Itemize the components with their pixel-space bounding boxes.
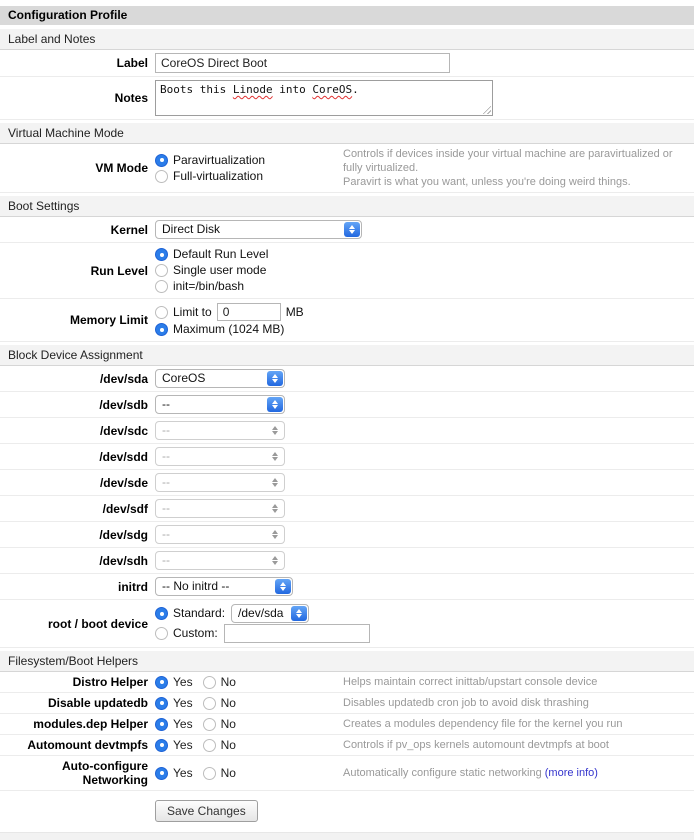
no-label: No bbox=[220, 766, 236, 780]
modules-dep-no-radio[interactable] bbox=[203, 718, 216, 731]
form-row-auto-configure-networking bbox=[0, 756, 694, 791]
notes-text: into bbox=[272, 83, 313, 96]
initrd-label: initrd bbox=[118, 579, 148, 594]
kernel-select[interactable] bbox=[155, 220, 362, 239]
form-row-initrd bbox=[0, 574, 694, 600]
automount-devtmpfs-yes-radio[interactable] bbox=[155, 739, 168, 752]
initrd-select-value: -- No initrd -- bbox=[162, 579, 230, 593]
section-header-boot-settings: Boot Settings bbox=[0, 196, 694, 217]
limit-to-radio[interactable] bbox=[155, 306, 168, 319]
form-row-dev-sdd bbox=[0, 444, 694, 470]
resize-grip-icon[interactable] bbox=[482, 105, 491, 114]
dev-sdf-label: /dev/sdf bbox=[102, 501, 148, 516]
notes-textarea[interactable] bbox=[155, 80, 493, 116]
distro-helper-no-radio[interactable] bbox=[203, 676, 216, 689]
dev-sdg-label: /dev/sdg bbox=[99, 527, 148, 542]
dev-sdf-select bbox=[155, 499, 285, 518]
memory-unit-label: MB bbox=[285, 304, 304, 319]
form-row-dev-sdc bbox=[0, 418, 694, 444]
automount-devtmpfs-help-text: Controls if pv_ops kernels automount devtmpfs at boot bbox=[343, 739, 609, 751]
dev-sda-label: /dev/sda bbox=[99, 371, 148, 386]
yes-label: Yes bbox=[173, 717, 193, 731]
custom-root-input[interactable] bbox=[224, 624, 370, 643]
standard-root-select-value: /dev/sda bbox=[238, 606, 284, 620]
dev-sdd-label: /dev/sdd bbox=[99, 449, 148, 464]
dev-sda-select-value: CoreOS bbox=[162, 371, 206, 385]
auto-configure-networking-help-text: Automatically configure static networking (more info) bbox=[343, 767, 598, 779]
select-arrows-icon bbox=[267, 475, 283, 490]
select-arrows-icon bbox=[344, 222, 360, 237]
disable-updatedb-help-text: Disables updatedb cron job to avoid disk thrashing bbox=[343, 697, 589, 709]
vm-mode-label: VM Mode bbox=[95, 161, 148, 175]
default-run-level-radio[interactable] bbox=[155, 248, 168, 261]
default-run-level-radio-label: Default Run Level bbox=[173, 247, 269, 261]
standard-root-radio[interactable] bbox=[155, 607, 168, 620]
select-arrows-icon bbox=[267, 527, 283, 542]
auto-configure-networking-no-radio[interactable] bbox=[203, 767, 216, 780]
label-field-label: Label bbox=[116, 56, 148, 70]
disable-updatedb-label: Disable updatedb bbox=[47, 696, 148, 710]
dev-sdc-select-value: -- bbox=[162, 423, 170, 437]
yes-label: Yes bbox=[173, 738, 193, 752]
notes-text-misspelled: CoreOS bbox=[312, 83, 353, 96]
distro-helper-label: Distro Helper bbox=[72, 675, 148, 689]
dev-sdc-label: /dev/sdc bbox=[99, 423, 148, 438]
form-row-label bbox=[0, 50, 694, 77]
no-label: No bbox=[220, 675, 236, 689]
form-row-modules-dep-helper bbox=[0, 714, 694, 735]
form-row-dev-sdf bbox=[0, 496, 694, 522]
single-user-mode-radio[interactable] bbox=[155, 264, 168, 277]
select-arrows-icon bbox=[267, 371, 283, 386]
dev-sdh-select bbox=[155, 551, 285, 570]
auto-configure-networking-yes-radio[interactable] bbox=[155, 767, 168, 780]
notes-field-label: Notes bbox=[114, 91, 148, 105]
dev-sdg-select bbox=[155, 525, 285, 544]
dev-sdb-select-value: -- bbox=[162, 397, 170, 411]
form-row-distro-helper bbox=[0, 672, 694, 693]
yes-label: Yes bbox=[173, 766, 193, 780]
select-arrows-icon bbox=[275, 579, 291, 594]
modules-dep-help-text: Creates a modules dependency file for the kernel you run bbox=[343, 718, 623, 730]
single-user-mode-radio-label: Single user mode bbox=[173, 263, 267, 277]
auto-configure-networking-label: Auto-configure Networking bbox=[62, 759, 148, 787]
form-row-vm-mode bbox=[0, 144, 694, 193]
dev-sdb-label: /dev/sdb bbox=[99, 397, 148, 412]
standard-root-radio-label: Standard: bbox=[173, 606, 226, 620]
form-row-dev-sde bbox=[0, 470, 694, 496]
no-label: No bbox=[220, 738, 236, 752]
maximum-memory-radio-label: Maximum (1024 MB) bbox=[173, 322, 285, 336]
page-title: Configuration Profile bbox=[0, 6, 694, 25]
select-arrows-icon bbox=[291, 606, 307, 621]
automount-devtmpfs-no-radio[interactable] bbox=[203, 739, 216, 752]
initrd-select[interactable] bbox=[155, 577, 293, 596]
form-row-dev-sdh bbox=[0, 548, 694, 574]
no-label: No bbox=[220, 717, 236, 731]
init-bin-bash-radio-label: init=/bin/bash bbox=[173, 279, 245, 293]
form-row-dev-sdb bbox=[0, 392, 694, 418]
dev-sdc-select bbox=[155, 421, 285, 440]
dev-sdh-label: /dev/sdh bbox=[99, 553, 148, 568]
notes-text: Boots this bbox=[160, 83, 233, 96]
memory-limit-input[interactable] bbox=[217, 303, 281, 321]
maximum-memory-radio[interactable] bbox=[155, 323, 168, 336]
vm-mode-help-text: Controls if devices inside your virtual machine are paravirtualized or fully virtualized. Paravirt is what you want, unless you're doing weird things. bbox=[343, 148, 673, 188]
form-row-run-level bbox=[0, 243, 694, 299]
dev-sde-label: /dev/sde bbox=[99, 475, 148, 490]
paravirtualization-radio-label: Paravirtualization bbox=[173, 152, 266, 167]
dev-sdd-select-value: -- bbox=[162, 449, 170, 463]
kernel-select-value: Direct Disk bbox=[162, 222, 221, 236]
standard-root-select[interactable] bbox=[231, 604, 309, 623]
form-row-root-boot-device bbox=[0, 600, 694, 648]
kernel-label: Kernel bbox=[110, 222, 148, 237]
modules-dep-helper-label: modules.dep Helper bbox=[33, 717, 148, 731]
dev-sde-select-value: -- bbox=[162, 475, 170, 489]
custom-root-radio-label: Custom: bbox=[173, 626, 218, 640]
yes-label: Yes bbox=[173, 696, 193, 710]
form-row-kernel bbox=[0, 217, 694, 243]
notes-text-misspelled: Linode bbox=[232, 83, 273, 96]
init-bin-bash-radio[interactable] bbox=[155, 280, 168, 293]
full-virtualization-radio-label: Full-virtualization bbox=[173, 168, 264, 183]
dev-sda-select[interactable] bbox=[155, 369, 285, 388]
select-arrows-icon bbox=[267, 423, 283, 438]
section-header-virtual-machine-mode: Virtual Machine Mode bbox=[0, 123, 694, 144]
run-level-label: Run Level bbox=[90, 263, 148, 278]
dev-sdf-select-value: -- bbox=[162, 501, 170, 515]
notes-text: . bbox=[352, 83, 359, 96]
dev-sdb-select[interactable] bbox=[155, 395, 285, 414]
more-info-link[interactable]: (more info) bbox=[544, 767, 598, 779]
dev-sdh-select-value: -- bbox=[162, 553, 170, 567]
dev-sde-select bbox=[155, 473, 285, 492]
form-row-dev-sdg bbox=[0, 522, 694, 548]
dev-sdg-select-value: -- bbox=[162, 527, 170, 541]
select-arrows-icon bbox=[267, 397, 283, 412]
distro-helper-help-text: Helps maintain correct inittab/upstart console device bbox=[343, 676, 598, 688]
automount-devtmpfs-label: Automount devtmpfs bbox=[27, 738, 148, 752]
distro-helper-yes-radio[interactable] bbox=[155, 676, 168, 689]
form-row-automount-devtmpfs bbox=[0, 735, 694, 756]
bottom-band bbox=[0, 832, 694, 840]
form-footer bbox=[0, 791, 694, 832]
section-header-filesystem-boot-helpers: Filesystem/Boot Helpers bbox=[0, 651, 694, 672]
select-arrows-icon bbox=[267, 501, 283, 516]
root-boot-device-label: root / boot device bbox=[47, 616, 148, 631]
section-header-block-device-assignment: Block Device Assignment bbox=[0, 345, 694, 366]
select-arrows-icon bbox=[267, 449, 283, 464]
form-row-dev-sda bbox=[0, 366, 694, 392]
no-label: No bbox=[220, 696, 236, 710]
form-row-memory-limit bbox=[0, 299, 694, 342]
save-changes-button[interactable]: Save Changes bbox=[155, 800, 258, 822]
full-virtualization-radio[interactable] bbox=[155, 170, 168, 183]
limit-to-radio-label: Limit to bbox=[173, 304, 212, 319]
label-input[interactable] bbox=[155, 53, 450, 73]
memory-limit-label: Memory Limit bbox=[69, 313, 148, 327]
custom-root-radio[interactable] bbox=[155, 627, 168, 640]
section-header-label-and-notes: Label and Notes bbox=[0, 29, 694, 50]
paravirtualization-radio[interactable] bbox=[155, 154, 168, 167]
select-arrows-icon bbox=[267, 553, 283, 568]
modules-dep-yes-radio[interactable] bbox=[155, 718, 168, 731]
form-row-notes bbox=[0, 77, 694, 120]
dev-sdd-select bbox=[155, 447, 285, 466]
yes-label: Yes bbox=[173, 675, 193, 689]
form-row-disable-updatedb bbox=[0, 693, 694, 714]
